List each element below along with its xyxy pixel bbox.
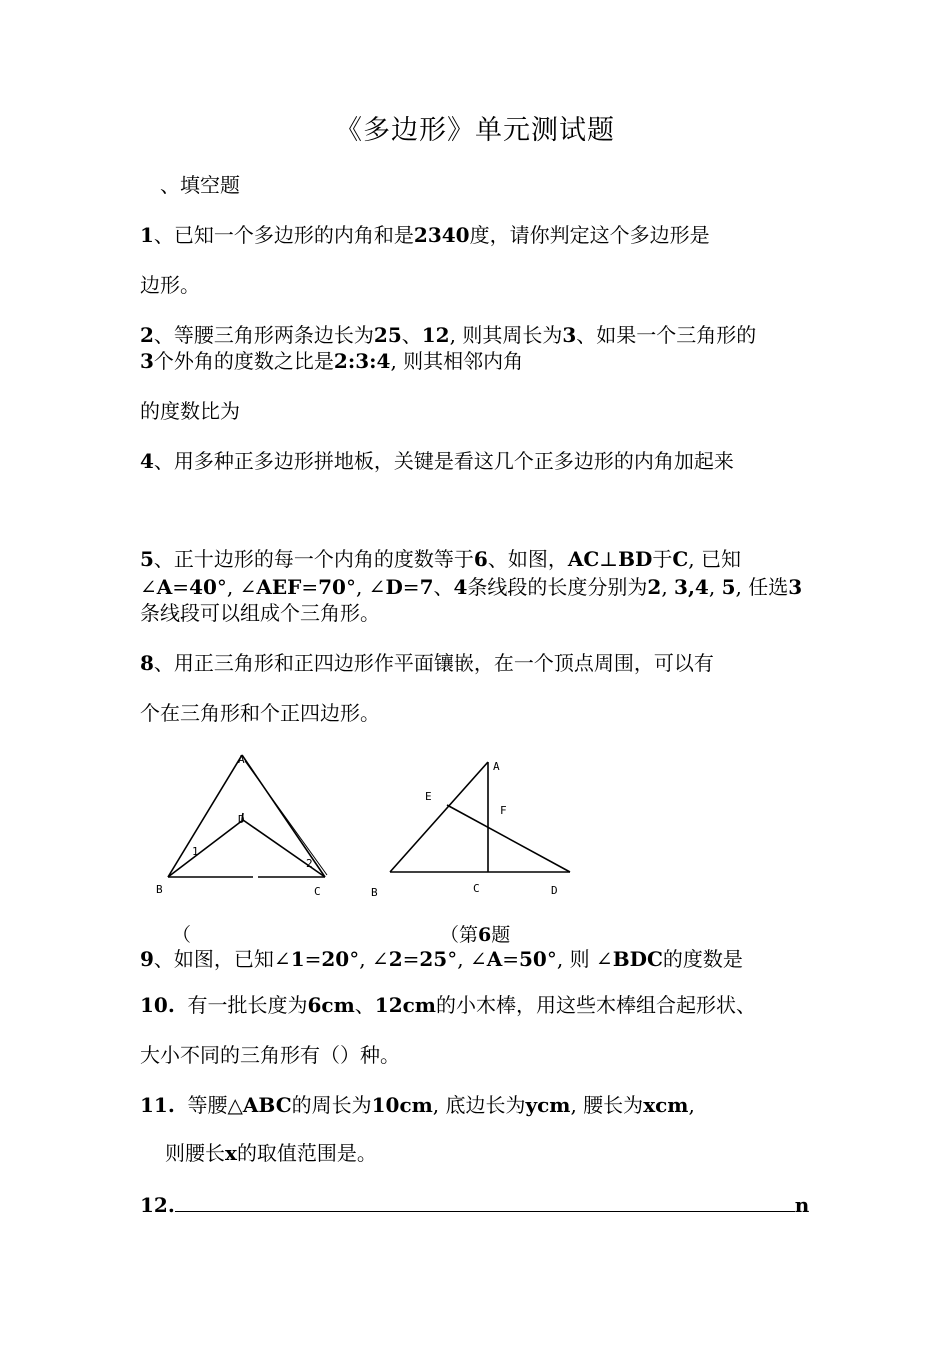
label-e: E [425, 790, 432, 803]
figure-triangle-abc [150, 745, 340, 905]
question-8: 8、用正三角形和正四边形作平面镶嵌，在一个顶点周围，可以有 [140, 651, 714, 675]
label-b: B [156, 883, 163, 896]
question-3-cont: 的度数比为 [140, 399, 240, 423]
question-5: 5、正十边形的每一个内角的度数等于6、如图，AC⊥BD于C, 已知 [140, 547, 741, 571]
question-4: 4、用多种正多边形拼地板，关键是看这几个正多边形的内角加起来 [140, 449, 734, 473]
question-10-cont: 大小不同的三角形有（）种。 [140, 1043, 400, 1067]
label-a: A [493, 760, 500, 773]
question-11-cont: 则腰长x的取值范围是。 [165, 1141, 377, 1165]
label-angle-1: 1 [192, 845, 199, 858]
page-title: 《多边形》单元测试题 [335, 115, 615, 146]
question-3: 3个外角的度数之比是2:3:4, 则其相邻内角 [140, 349, 524, 373]
label-angle-2: 2 [306, 857, 313, 870]
question-7: 条线段可以组成个三角形。 [140, 601, 380, 625]
label-f: F [500, 804, 507, 817]
question-9: 9、如图，已知∠1=20°, ∠2=25°, ∠A=50°, 则 ∠BDC的度数是 [140, 947, 743, 971]
label-d: D [238, 813, 245, 826]
label-a: A [238, 753, 245, 766]
question-11: 11. 等腰△ABC的周长为10cm, 底边长为ycm, 腰长为xcm, [140, 1093, 695, 1117]
question-6: ∠A=40°, ∠AEF=70°, ∠D=7、4条线段的长度分别为2, 3,4, 5, 任选3 [140, 575, 803, 599]
question-8-cont: 个在三角形和个正四边形。 [140, 701, 380, 725]
section-heading: 、填空题 [160, 173, 240, 197]
question-2: 2、等腰三角形两条边长为25、12, 则其周长为3、如果一个三角形的 [140, 323, 757, 347]
caption-right: （第6题 [440, 924, 511, 946]
question-1: 1、已知一个多边形的内角和是2340度，请你判定这个多边形是 [140, 223, 710, 247]
figure-triangle-abd [365, 750, 580, 905]
question-12: 12. n [140, 1193, 810, 1217]
label-c: C [314, 885, 321, 898]
answer-blank[interactable] [175, 1195, 795, 1212]
caption-left: （ [172, 924, 192, 946]
label-b: B [371, 886, 378, 899]
question-1-cont: 边形。 [140, 273, 200, 297]
label-c: C [473, 882, 480, 895]
question-10: 10. 有一批长度为6cm、12cm的小木棒，用这些木棒组合起形状、 [140, 993, 756, 1017]
label-d: D [551, 884, 558, 897]
